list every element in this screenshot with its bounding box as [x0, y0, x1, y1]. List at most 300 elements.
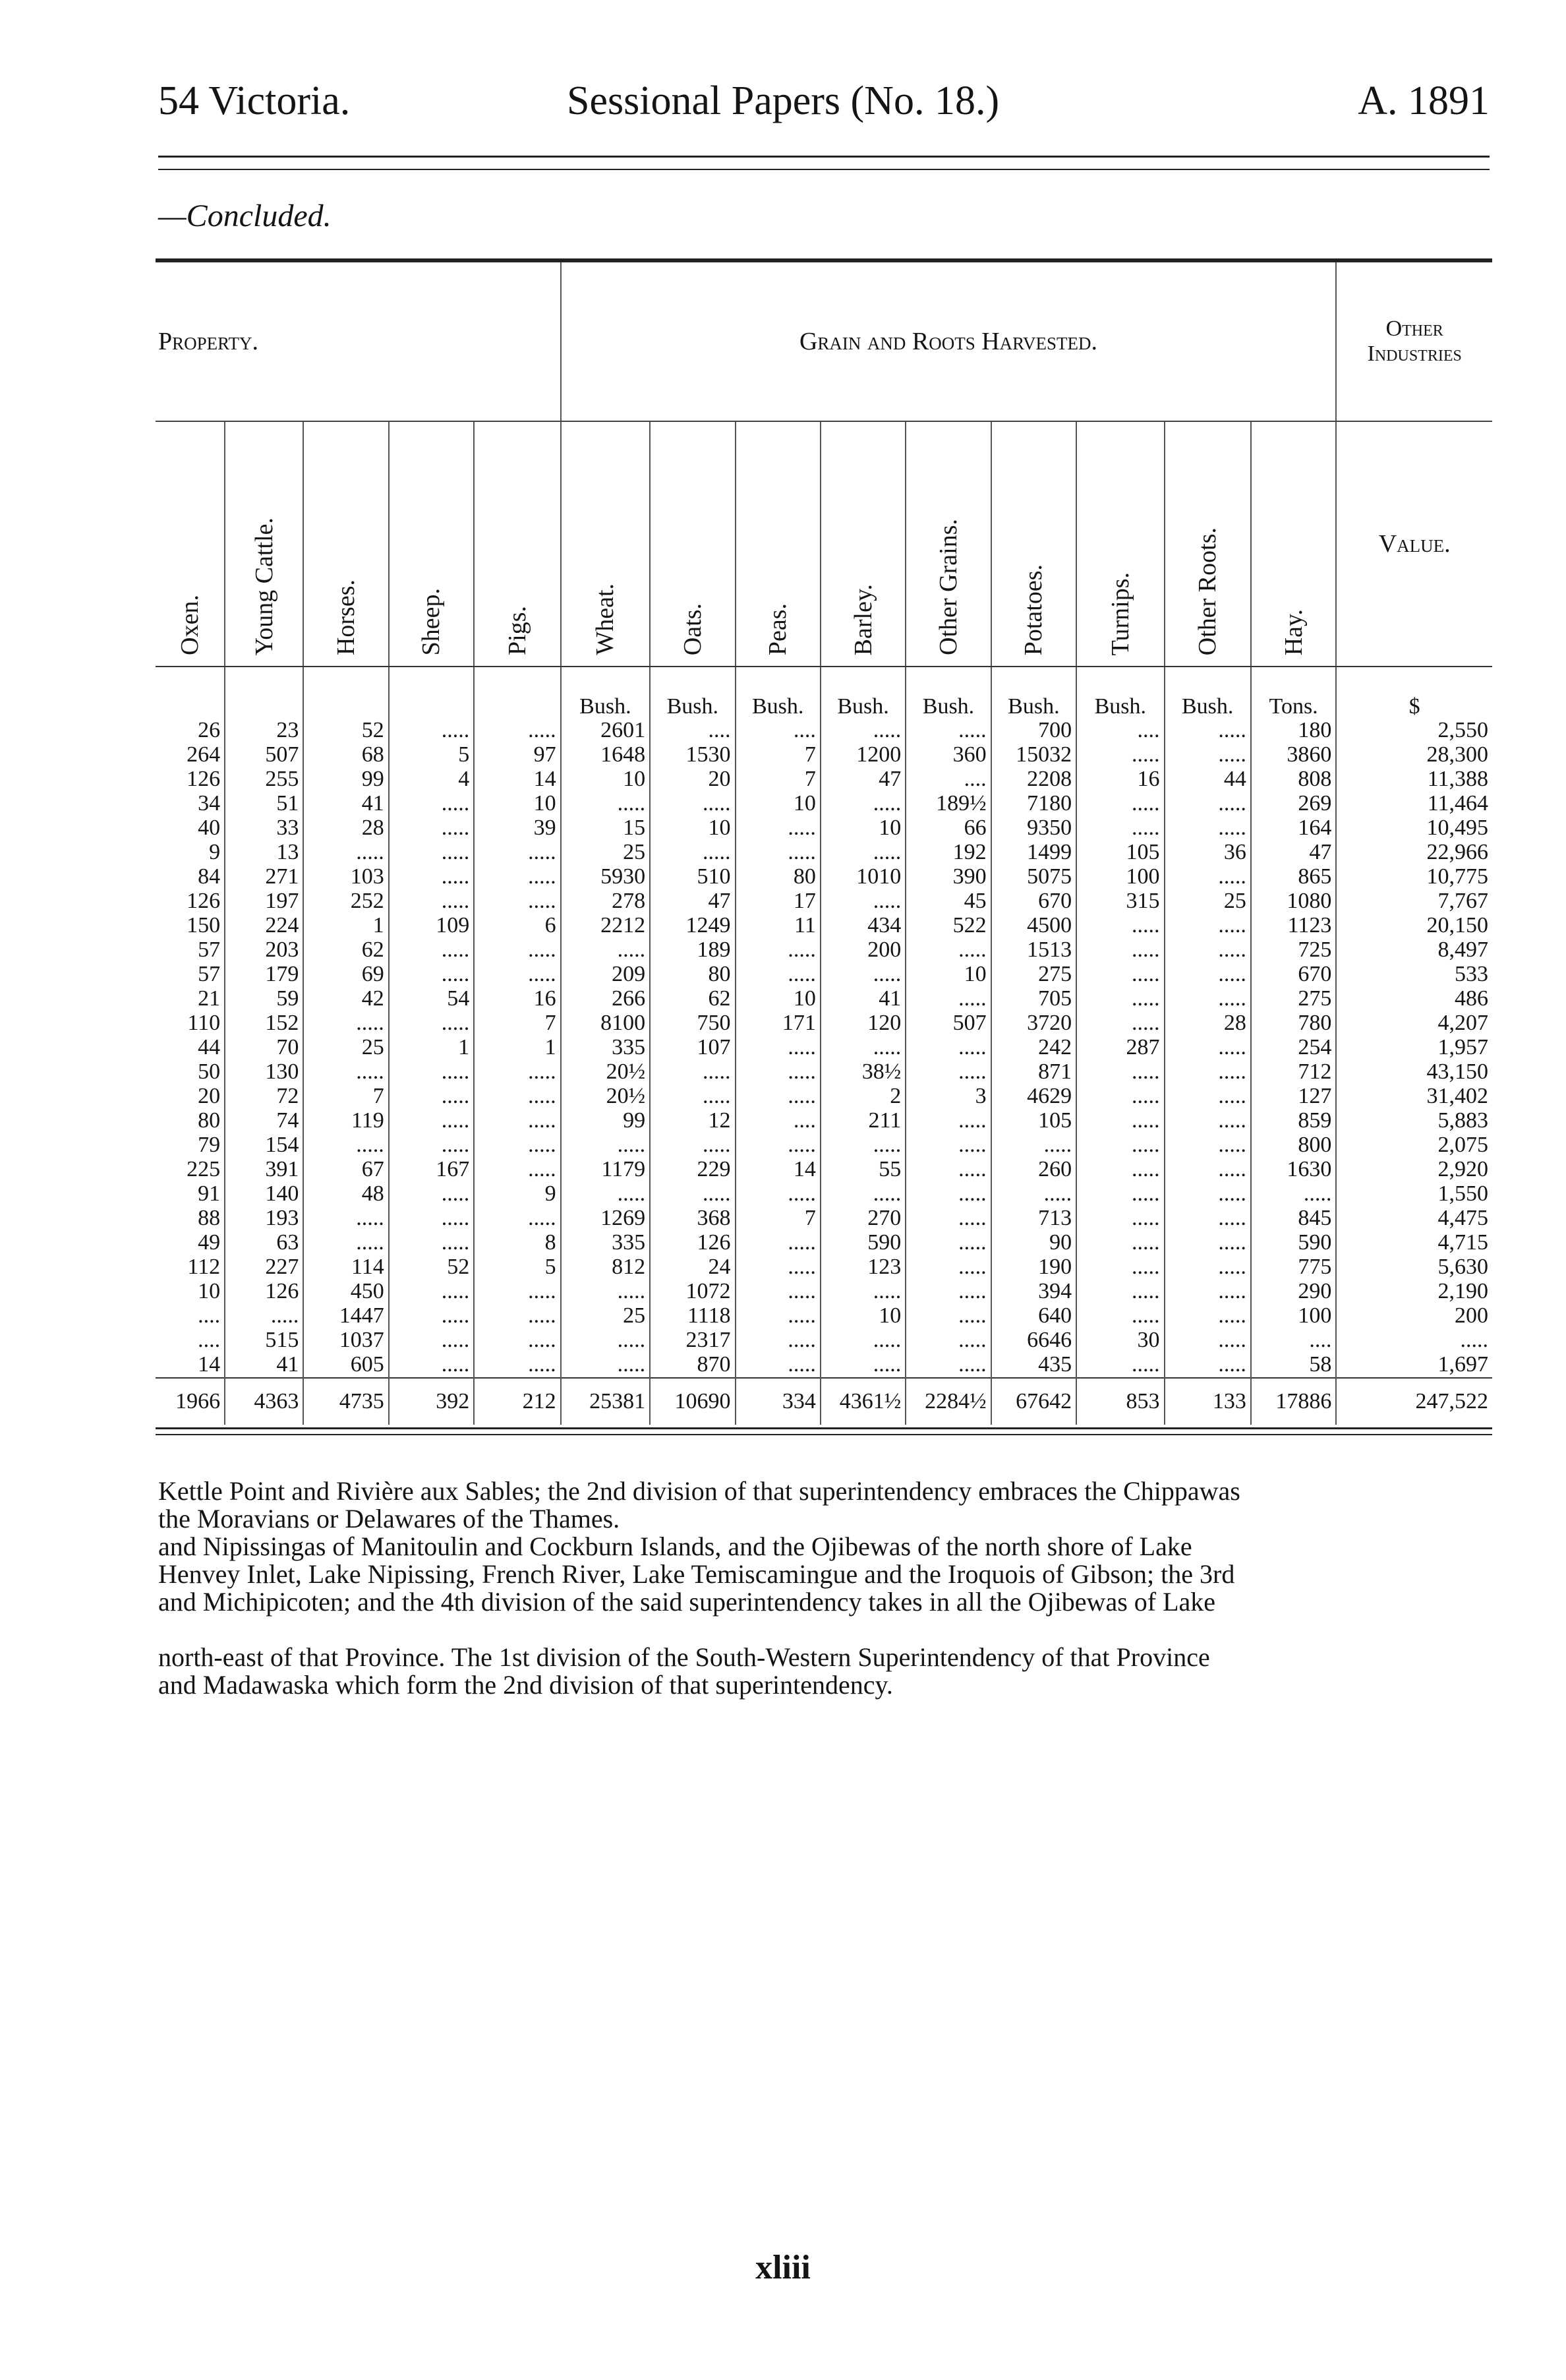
table-cell: 1,957	[1336, 1036, 1492, 1060]
table-cell: .....	[1076, 1109, 1164, 1133]
table-cell: 152	[225, 1011, 303, 1036]
table-cell: 7	[736, 1206, 821, 1231]
table-cell: .....	[1165, 792, 1251, 816]
table-cell: .....	[1165, 1231, 1251, 1255]
table-row	[156, 1182, 1492, 1206]
table-cell: 11,388	[1336, 767, 1492, 792]
note-line: the Moravians or Delawares of the Thames.	[158, 1504, 620, 1533]
table-cell: 2	[821, 1085, 906, 1109]
table-cell: 99	[561, 1109, 650, 1133]
table-cell: .....	[225, 1304, 303, 1328]
table-cell: 4629	[991, 1085, 1076, 1109]
total-cell: 4363	[225, 1378, 303, 1425]
table-cell: .....	[1076, 1085, 1164, 1109]
table-cell: 515	[225, 1328, 303, 1353]
table-cell: .....	[821, 1280, 906, 1304]
concluded-caption: —Concluded.	[158, 198, 332, 233]
table-cell: .....	[1076, 1011, 1164, 1036]
table-cell: .....	[906, 1280, 991, 1304]
table-cell: .....	[561, 1328, 650, 1353]
col-horses: Horses.	[303, 421, 388, 667]
table-cell: 3860	[1251, 743, 1336, 767]
table-cell: .....	[736, 1182, 821, 1206]
table-cell: 10	[474, 792, 560, 816]
table-cell: .....	[906, 1060, 991, 1085]
table-cell: 103	[303, 865, 388, 889]
table-cell: 33	[225, 816, 303, 841]
table-cell: 126	[650, 1231, 735, 1255]
table-cell: .....	[650, 1182, 735, 1206]
table-cell: 705	[991, 987, 1076, 1011]
table-cell: .....	[906, 1206, 991, 1231]
table-cell: 55	[821, 1158, 906, 1182]
table-cell: 670	[991, 889, 1076, 914]
table-cell: 750	[650, 1011, 735, 1036]
table-cell: 80	[198, 1108, 221, 1133]
group-grain-roots: Grain and Roots Harvested.	[561, 260, 1337, 421]
table-cell: .....	[736, 1036, 821, 1060]
table-cell: 5	[389, 743, 474, 767]
note-line: and Nipissingas of Manitoulin and Cockburn Islands, and the Ojibewas of the north shore of Lake	[158, 1532, 1192, 1561]
table-cell: 1037	[303, 1328, 388, 1353]
total-cell: 247,522	[1336, 1378, 1492, 1425]
table-cell: 25	[561, 841, 650, 865]
table-cell: 9	[209, 840, 221, 864]
notes-block-1	[158, 1477, 1490, 1616]
table-cell: .....	[389, 816, 474, 841]
table-cell: 434	[821, 914, 906, 938]
table-row	[156, 1158, 1492, 1182]
table-cell: 59	[225, 987, 303, 1011]
table-cell: .....	[1165, 1304, 1251, 1328]
table-cell: .....	[303, 1011, 388, 1036]
table-cell: .....	[1076, 914, 1164, 938]
table-cell: 271	[225, 865, 303, 889]
table-cell: 7	[736, 743, 821, 767]
table-cell: 47	[821, 767, 906, 792]
table-cell: 10	[561, 767, 650, 792]
table-cell: .....	[474, 1328, 560, 1353]
header-rule-top	[158, 156, 1490, 158]
table-cell: 20,150	[1336, 914, 1492, 938]
col-other-grains: Other Grains.	[906, 421, 991, 667]
table-cell: 164	[1251, 816, 1336, 841]
table-cell: 31,402	[1336, 1085, 1492, 1109]
col-potatoes: Potatoes.	[991, 421, 1076, 667]
table-cell: .....	[906, 938, 991, 963]
table-cell: 640	[991, 1304, 1076, 1328]
table-cell: 1080	[1251, 889, 1336, 914]
table-cell: 47	[650, 889, 735, 914]
table-cell: .....	[1165, 963, 1251, 987]
table-cell: .....	[389, 841, 474, 865]
table-cell: .....	[389, 792, 474, 816]
table-cell: 670	[1251, 963, 1336, 987]
table-cell: 865	[1251, 865, 1336, 889]
table-row	[156, 816, 1492, 841]
table-cell: .....	[650, 1060, 735, 1085]
table-cell: 266	[561, 987, 650, 1011]
table-cell: 6646	[991, 1328, 1076, 1353]
table-cell: .....	[389, 1328, 474, 1353]
table-cell: .....	[474, 865, 560, 889]
table-row	[156, 743, 1492, 767]
table-cell: .....	[1076, 816, 1164, 841]
table-cell: .....	[1165, 743, 1251, 767]
table-cell: .....	[821, 1133, 906, 1158]
table-cell: 712	[1251, 1060, 1336, 1085]
table-cell: 14	[474, 767, 560, 792]
table-cell: .....	[736, 1085, 821, 1109]
table-cell: .....	[389, 1304, 474, 1328]
unit-cell	[303, 667, 388, 719]
table-row	[156, 1206, 1492, 1231]
table-cell: 605	[303, 1353, 388, 1378]
table-cell: 189	[650, 938, 735, 963]
col-sheep: Sheep.	[389, 421, 474, 667]
table-cell: 8	[474, 1231, 560, 1255]
total-cell: 334	[736, 1378, 821, 1425]
table-cell: 522	[906, 914, 991, 938]
table-cell: 25	[303, 1036, 388, 1060]
table-cell: 25	[561, 1304, 650, 1328]
table-cell: .....	[474, 1158, 560, 1182]
group-header-row	[156, 260, 1492, 421]
table-cell: .....	[650, 1133, 735, 1158]
table-cell: 192	[906, 841, 991, 865]
table-cell: .....	[1076, 1206, 1164, 1231]
table-cell: .....	[474, 963, 560, 987]
table-cell: 5,883	[1336, 1109, 1492, 1133]
table-cell: 10	[821, 816, 906, 841]
table-cell: 1447	[303, 1304, 388, 1328]
table-cell: .....	[736, 1133, 821, 1158]
table-cell: 8100	[561, 1011, 650, 1036]
table-cell: .....	[1076, 1280, 1164, 1304]
table-cell: 84	[198, 864, 221, 889]
table-cell: .....	[821, 792, 906, 816]
table-cell: 11	[736, 914, 821, 938]
table-cell: .....	[906, 1231, 991, 1255]
table-row	[156, 1085, 1492, 1109]
table-cell: .....	[1165, 1085, 1251, 1109]
table-cell: .....	[736, 1328, 821, 1353]
table-cell: 26	[198, 718, 221, 742]
table-cell: 287	[1076, 1036, 1164, 1060]
unit-cell	[225, 667, 303, 719]
table-cell: 1	[303, 914, 388, 938]
table-cell: .....	[1165, 1036, 1251, 1060]
table-cell: 3720	[991, 1011, 1076, 1036]
table-cell: .....	[474, 719, 560, 743]
table-cell: ....	[736, 1109, 821, 1133]
table-cell: 119	[303, 1109, 388, 1133]
group-other-industries: Other Industries	[1336, 260, 1492, 421]
table-cell: .....	[1076, 1133, 1164, 1158]
table-cell: 28	[1165, 1011, 1251, 1036]
table-row	[156, 1280, 1492, 1304]
table-cell: .....	[1165, 1109, 1251, 1133]
table-cell: 1	[389, 1036, 474, 1060]
table-cell: 17	[736, 889, 821, 914]
table-cell: .....	[736, 1255, 821, 1280]
table-cell: 22,966	[1336, 841, 1492, 865]
table-cell: 100	[1251, 1304, 1336, 1328]
col-barley: Barley.	[821, 421, 906, 667]
table-cell: 254	[1251, 1036, 1336, 1060]
table-cell: .....	[736, 963, 821, 987]
table-cell: .....	[1336, 1328, 1492, 1353]
table-cell: 114	[303, 1255, 388, 1280]
table-cell: 154	[225, 1133, 303, 1158]
table-cell: .....	[1165, 1328, 1251, 1353]
table-cell: .....	[474, 938, 560, 963]
table-cell: .....	[1076, 1353, 1164, 1378]
table-cell: .....	[1076, 1231, 1164, 1255]
table-cell: .....	[906, 987, 991, 1011]
table-cell: 180	[1251, 719, 1336, 743]
table-cell: 100	[1076, 865, 1164, 889]
table-cell: .....	[906, 719, 991, 743]
table-cell: 486	[1336, 987, 1492, 1011]
table-cell: 38½	[821, 1060, 906, 1085]
total-cell: 25381	[561, 1378, 650, 1425]
table-cell: .....	[389, 1109, 474, 1133]
table-cell: 107	[650, 1036, 735, 1060]
table-cell: .....	[1076, 1060, 1164, 1085]
table-cell: .....	[736, 1353, 821, 1378]
table-row	[156, 938, 1492, 963]
table-cell: 435	[991, 1353, 1076, 1378]
table-cell: .....	[474, 1304, 560, 1328]
table-cell: .....	[1165, 719, 1251, 743]
table-cell: 10	[650, 816, 735, 841]
table-cell: 91	[198, 1181, 221, 1206]
table-row	[156, 1328, 1492, 1353]
table-cell: .....	[736, 1231, 821, 1255]
table-cell: 200	[1336, 1304, 1492, 1328]
table-cell: 79	[198, 1133, 221, 1157]
col-oxen: Oxen.	[156, 421, 225, 667]
table-cell: .....	[736, 938, 821, 963]
table-cell: 225	[187, 1157, 221, 1181]
running-head	[158, 78, 1490, 131]
unit-cell: Bush.	[736, 667, 821, 719]
table-cell: .....	[1165, 1353, 1251, 1378]
total-cell: 10690	[650, 1378, 735, 1425]
table-cell: 52	[389, 1255, 474, 1280]
col-pigs: Pigs.	[474, 421, 560, 667]
table-cell: 171	[736, 1011, 821, 1036]
table-cell: .....	[389, 889, 474, 914]
table-cell: ....	[736, 719, 821, 743]
table-cell: .....	[650, 792, 735, 816]
table-cell: 20	[650, 767, 735, 792]
table-cell: 1118	[650, 1304, 735, 1328]
table-cell: .....	[906, 1353, 991, 1378]
table-cell: 105	[1076, 841, 1164, 865]
table-cell: 5075	[991, 865, 1076, 889]
table-cell: 150	[187, 913, 221, 937]
table-cell: 1200	[821, 743, 906, 767]
table-cell: .....	[736, 841, 821, 865]
table-cell: 189½	[906, 792, 991, 816]
table-cell: 7	[303, 1085, 388, 1109]
table-cell: .....	[389, 1280, 474, 1304]
table-cell: 255	[225, 767, 303, 792]
table-row	[156, 1060, 1492, 1085]
table-cell: 45	[906, 889, 991, 914]
col-turnips: Turnips.	[1076, 421, 1164, 667]
table-cell: 15032	[991, 743, 1076, 767]
table-bottom-rule-2	[156, 1434, 1492, 1435]
table-cell: 42	[303, 987, 388, 1011]
table-cell: 41	[303, 792, 388, 816]
table-cell: 67	[303, 1158, 388, 1182]
table-cell: .....	[1076, 792, 1164, 816]
table-cell: .....	[650, 1085, 735, 1109]
header-year: A. 1891	[1358, 78, 1490, 123]
table-cell: 368	[650, 1206, 735, 1231]
table-cell: .....	[1165, 865, 1251, 889]
table-cell: 2,550	[1336, 719, 1492, 743]
table-cell: 7	[474, 1011, 560, 1036]
table-cell: .....	[561, 1133, 650, 1158]
table-cell: 52	[303, 719, 388, 743]
table-cell: 394	[991, 1280, 1076, 1304]
statistics-table	[156, 258, 1492, 1425]
table-cell: 126	[187, 889, 221, 913]
unit-cell: Bush.	[650, 667, 735, 719]
table-cell: ....	[650, 719, 735, 743]
note-line: Henvey Inlet, Lake Nipissing, French River, Lake Temiscamingue and the Iroquois of Gibson; the 3rd	[158, 1559, 1235, 1589]
table-cell: 48	[303, 1182, 388, 1206]
table-cell: 13	[225, 841, 303, 865]
table-row	[156, 792, 1492, 816]
table-cell: 30	[1076, 1328, 1164, 1353]
table-row	[156, 1133, 1492, 1158]
total-cell: 212	[474, 1378, 560, 1425]
table-row	[156, 1304, 1492, 1328]
table-cell: .....	[1076, 963, 1164, 987]
table-row	[156, 841, 1492, 865]
table-cell: 9	[474, 1182, 560, 1206]
table-cell: 4,207	[1336, 1011, 1492, 1036]
table-cell: 10	[198, 1279, 221, 1303]
table-cell: 1010	[821, 865, 906, 889]
table-cell: .....	[474, 1206, 560, 1231]
table-cell: .....	[561, 1280, 650, 1304]
table-cell: .....	[1165, 1133, 1251, 1158]
unit-cell	[156, 667, 225, 719]
table-cell: .....	[736, 1060, 821, 1085]
page-folio: xliii	[755, 2249, 811, 2286]
table-cell: .....	[821, 1182, 906, 1206]
table-cell: 10	[906, 963, 991, 987]
table-cell: .....	[906, 1328, 991, 1353]
total-cell: 853	[1076, 1378, 1164, 1425]
table-cell: 269	[1251, 792, 1336, 816]
table-cell: .....	[474, 1085, 560, 1109]
table-cell: 112	[187, 1255, 221, 1279]
table-cell: .....	[474, 841, 560, 865]
table-cell: 870	[650, 1353, 735, 1378]
table-cell: 12	[650, 1109, 735, 1133]
table-cell: ....	[1251, 1328, 1336, 1353]
table-cell: .....	[1165, 1060, 1251, 1085]
table-cell: 1072	[650, 1280, 735, 1304]
table-cell: .....	[474, 1109, 560, 1133]
table-cell: 10,775	[1336, 865, 1492, 889]
unit-cell: Bush.	[561, 667, 650, 719]
unit-cell: $	[1336, 667, 1492, 719]
table-cell: 70	[225, 1036, 303, 1060]
table-cell: 123	[821, 1255, 906, 1280]
table-cell: 28	[303, 816, 388, 841]
table-cell: 800	[1251, 1133, 1336, 1158]
table-cell: 335	[561, 1231, 650, 1255]
table-row	[156, 889, 1492, 914]
table-cell: .....	[474, 1060, 560, 1085]
table-cell: 1513	[991, 938, 1076, 963]
table-cell: .....	[821, 889, 906, 914]
table-cell: 4,475	[1336, 1206, 1492, 1231]
table-cell: 16	[1076, 767, 1164, 792]
data-rows	[156, 719, 1492, 1378]
table-cell: 713	[991, 1206, 1076, 1231]
column-header-row	[156, 421, 1492, 667]
table-cell: 57	[198, 962, 221, 986]
notes-block-2	[158, 1644, 1490, 1699]
table-cell: 264	[187, 742, 221, 767]
table-cell: .....	[389, 1060, 474, 1085]
table-row	[156, 1109, 1492, 1133]
table-cell: 80	[736, 865, 821, 889]
header-session: 54 Victoria.	[158, 78, 351, 123]
table-cell: 11,464	[1336, 792, 1492, 816]
table-cell: 533	[1336, 963, 1492, 987]
table-cell: 1,550	[1336, 1182, 1492, 1206]
table-cell: 2212	[561, 914, 650, 938]
table-cell: 50	[198, 1059, 221, 1084]
table-row	[156, 1353, 1492, 1378]
table-cell: .....	[474, 1353, 560, 1378]
table-cell: 4,715	[1336, 1231, 1492, 1255]
table-cell: .....	[1165, 1280, 1251, 1304]
table-cell: 2,920	[1336, 1158, 1492, 1182]
table-cell: 275	[1251, 987, 1336, 1011]
table-cell: 209	[561, 963, 650, 987]
unit-cell: Bush.	[906, 667, 991, 719]
table-cell: 97	[474, 743, 560, 767]
table-cell: .....	[389, 938, 474, 963]
table-cell: 20½	[561, 1085, 650, 1109]
table-cell: .....	[303, 1133, 388, 1158]
table-cell: .....	[821, 963, 906, 987]
table-cell: 2601	[561, 719, 650, 743]
table-cell: .....	[1165, 914, 1251, 938]
table-cell: .....	[906, 1304, 991, 1328]
table-cell: .....	[389, 1133, 474, 1158]
table-cell: 775	[1251, 1255, 1336, 1280]
table-cell: .....	[303, 1060, 388, 1085]
table-cell: 62	[650, 987, 735, 1011]
table-cell: ....	[198, 1328, 221, 1352]
table-cell: .....	[389, 1085, 474, 1109]
table-cell: 725	[1251, 938, 1336, 963]
table-cell: 200	[821, 938, 906, 963]
table-cell: .....	[1076, 1304, 1164, 1328]
